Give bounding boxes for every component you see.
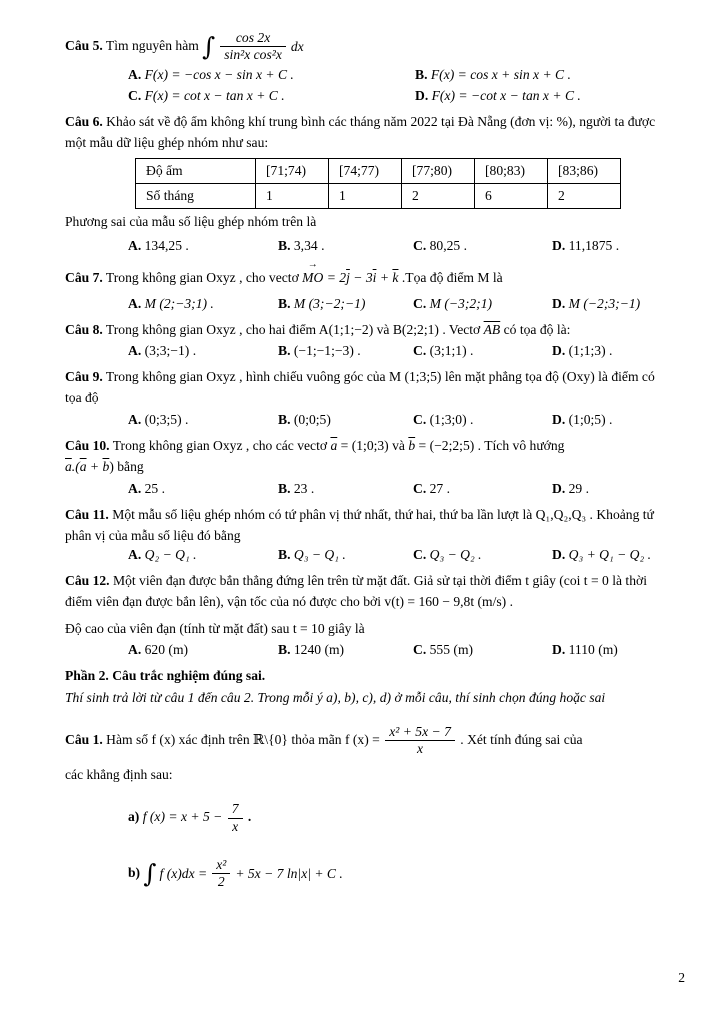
question-10-text (65, 435, 663, 456)
option-letter: B. (278, 411, 291, 427)
option-letter: C. (413, 642, 427, 658)
option-letter: D. (552, 238, 566, 254)
question-10-label: Câu 10. (65, 437, 110, 453)
option-letter: A. (128, 546, 142, 562)
option-value: Q₃ − Q₁ . (293, 546, 346, 562)
dx-term: dx (290, 39, 304, 55)
vector-j: $\overline{j}$ (346, 270, 350, 286)
option-letter: A. (128, 238, 142, 254)
question-7-t6: .Tọa độ điểm M là (398, 270, 503, 286)
option-value: 1240 (m) (293, 642, 345, 658)
fraction-numerator: x² (212, 857, 230, 874)
p2q1-item-b (65, 857, 663, 891)
close-bang: ) bằng (109, 459, 144, 475)
option-value: F(x) = cos x + sin x + C . (430, 66, 571, 82)
question-12-text (65, 570, 663, 613)
question-9-label: Câu 9. (65, 368, 103, 384)
option-letter: A. (128, 642, 142, 658)
question-12-options (65, 642, 663, 658)
fraction (383, 724, 457, 758)
item-b-formula (144, 857, 343, 891)
p2q1-item-a (65, 801, 663, 835)
fraction (210, 857, 232, 891)
item-a-label: a) (128, 809, 140, 825)
question-6-tail: Phương sai của mẫu số liệu ghép nhóm trên là (65, 213, 317, 229)
question-12 (65, 570, 663, 658)
part2-question-1 (65, 724, 663, 890)
option-b (278, 238, 413, 254)
vector-AB: $\overline{AB}$ (483, 321, 501, 337)
vector-a: $\overline{a}$ (330, 437, 338, 453)
fraction-denominator: sin²x cos²x (224, 47, 282, 63)
option-value: F(x) = −cot x − tan x + C . (431, 87, 581, 103)
option-c (413, 481, 552, 497)
fraction (218, 30, 288, 64)
option-a (128, 412, 278, 428)
option-c (128, 88, 415, 104)
fraction (226, 801, 245, 835)
option-value: (1;1;3) . (568, 342, 613, 358)
dot-open: .( (71, 459, 80, 475)
option-value: (3;3;−1) . (144, 342, 197, 358)
option-c (413, 642, 552, 658)
option-b (415, 67, 663, 83)
question-12-text2: Độ cao của viên đạn (tính từ mặt đất) sau t = 10 giây là (65, 620, 365, 636)
table-cell: 1 (256, 183, 329, 208)
question-11-options (65, 547, 663, 563)
frequency-table (135, 158, 621, 209)
option-value: M (−2;3;−1) (568, 295, 641, 311)
question-7-t4: − 3 (349, 270, 373, 286)
p2q1-t1: Hàm số f (x) xác định trên ℝ\{0} thỏa mãn f (x) = (102, 732, 384, 748)
question-12-body: Một viên đạn được bắn thẳng đứng lên trên từ mặt đất. Giả sử tại thời điểm t giây (coi t = 0 là thời điểm viên đạn được bắn lên), vận tốc của nó được cho bởi v(t) = 160 − 9,8t (m/s) . (65, 572, 647, 610)
option-letter: D. (552, 546, 566, 562)
question-9 (65, 366, 663, 428)
option-c (413, 296, 552, 312)
question-5-label: Câu 5. (65, 37, 103, 53)
question-9-options (65, 412, 663, 428)
option-letter: A. (128, 295, 142, 311)
question-6-options (65, 238, 663, 254)
question-5-intro: Tìm nguyên hàm (102, 37, 203, 53)
vector-b: $\overline{b}$ (102, 459, 110, 475)
question-6 (65, 111, 663, 254)
p2q1-t2: . Xét tính đúng sai của (456, 732, 583, 748)
option-c (413, 412, 552, 428)
vector-a: $\overline{a}$ (79, 459, 87, 475)
question-5-options (65, 67, 663, 104)
question-8-label: Câu 8. (65, 321, 103, 337)
option-letter: C. (413, 411, 427, 427)
option-b (278, 296, 413, 312)
question-8 (65, 319, 663, 359)
question-5-line (65, 30, 663, 64)
option-letter: D. (415, 87, 429, 103)
option-letter: D. (552, 295, 566, 311)
question-12-label: Câu 12. (65, 572, 110, 588)
vector-b: $\overline{b}$ (408, 437, 416, 453)
option-b (278, 412, 413, 428)
question-7-t1: Trong không gian Oxyz , cho vectơ (102, 270, 303, 286)
part-2-section (65, 665, 663, 708)
question-7-options (65, 296, 663, 312)
table-cell: 6 (475, 183, 548, 208)
option-value: M (2;−3;1) . (144, 295, 214, 311)
option-value: 23 . (293, 480, 315, 496)
option-value: F(x) = cot x − tan x + C . (144, 87, 285, 103)
option-value: 11,1875 . (568, 238, 620, 254)
question-8-options (65, 343, 663, 359)
option-value: (0;0;5) (293, 411, 331, 427)
question-10-options (65, 481, 663, 497)
option-d (552, 238, 663, 254)
option-value: 1110 (m) (568, 642, 618, 658)
question-8-t2: có tọa độ là: (500, 321, 571, 337)
table-row (136, 158, 621, 183)
question-10-expression (65, 456, 663, 477)
question-8-text (65, 319, 663, 340)
option-d (552, 343, 663, 359)
question-7 (65, 261, 663, 311)
option-value: Q₂ − Q₁ . (144, 546, 197, 562)
question-7-t5: + (376, 270, 393, 286)
option-letter: B. (278, 342, 291, 358)
option-letter: C. (413, 342, 427, 358)
option-d (552, 296, 663, 312)
option-d (552, 547, 663, 563)
p2q1-t3: các khẳng định sau: (65, 766, 173, 782)
question-6-text (65, 111, 663, 154)
option-value: 134,25 . (144, 238, 189, 254)
option-letter: B. (278, 295, 291, 311)
option-b (278, 642, 413, 658)
question-11 (65, 504, 663, 563)
question-6-body: Khảo sát về độ ẩm không khí trung bình các tháng năm 2022 tại Đà Nẵng (đơn vị: %), người ta được một mẫu dữ liệu ghép nhóm như sau: (65, 113, 656, 151)
option-value: 620 (m) (144, 642, 189, 658)
item-a-formula: f (x) = x + 5 − (139, 809, 226, 825)
question-7-t3: = 2 (323, 270, 347, 286)
option-value: (3;1;1) . (429, 342, 474, 358)
option-letter: A. (128, 411, 142, 427)
vector-i: $\overline{i}$ (372, 270, 377, 286)
option-value: 555 (m) (429, 642, 474, 658)
fraction-numerator: cos 2x (220, 30, 286, 47)
option-value: M (3;−2;−1) (293, 295, 366, 311)
option-d (552, 642, 663, 658)
question-11-label: Câu 11. (65, 506, 109, 522)
option-letter: B. (278, 642, 291, 658)
option-value: (0;3;5) . (144, 411, 189, 427)
option-a (128, 296, 278, 312)
table-cell: [77;80) (402, 158, 475, 183)
option-letter: D. (552, 411, 566, 427)
option-value: 80,25 . (429, 238, 468, 254)
option-a (128, 238, 278, 254)
page-content (65, 30, 663, 890)
option-b (278, 547, 413, 563)
option-letter: C. (413, 295, 427, 311)
option-d (415, 88, 663, 104)
fraction-denominator: x (232, 818, 239, 834)
table-cell: [80;83) (475, 158, 548, 183)
option-value: 27 . (429, 480, 451, 496)
p2q1-label: Câu 1. (65, 732, 103, 748)
integral-expression (202, 30, 303, 64)
part-2-title: Phần 2. Câu trắc nghiệm đúng sai. (65, 668, 266, 684)
question-7-text (65, 261, 663, 288)
option-c (413, 343, 552, 359)
option-letter: D. (552, 342, 566, 358)
option-a (128, 343, 278, 359)
question-11-text (65, 504, 663, 547)
table-cell: 2 (548, 183, 621, 208)
option-value: F(x) = −cos x − sin x + C . (144, 66, 294, 82)
option-value: (−1;−1;−3) . (293, 342, 361, 358)
question-10-t1: Trong không gian Oxyz , cho các vectơ (109, 437, 331, 453)
fraction-numerator: x² + 5x − 7 (385, 724, 455, 741)
option-c (413, 547, 552, 563)
question-9-text (65, 366, 663, 409)
question-11-body: Một mẫu số liệu ghép nhóm có tứ phân vị thứ nhất, thứ hai, thứ ba lần lượt là Q₁,Q₂,Q₃ . Khoảng tứ phân vị của mẫu số liệu đó bằng (65, 506, 654, 544)
option-value: M (−3;2;1) (429, 295, 493, 311)
option-d (552, 412, 663, 428)
integral-icon: ∫ (202, 32, 216, 62)
question-10-t2: = (1;0;3) và (337, 437, 409, 453)
plus: + (86, 459, 103, 475)
option-letter: B. (415, 66, 428, 82)
option-value: 3,34 . (293, 238, 325, 254)
option-value: (1;0;5) . (568, 411, 613, 427)
vector-MO: MO → (302, 267, 323, 288)
option-value: 29 . (568, 480, 590, 496)
option-a (128, 642, 278, 658)
option-value: Q₃ − Q₂ . (429, 546, 482, 562)
fraction-numerator: 7 (228, 801, 243, 818)
option-letter: A. (128, 480, 142, 496)
table-cell: [71;74) (256, 158, 329, 183)
question-7-label: Câu 7. (65, 270, 103, 286)
page-number: 2 (678, 970, 685, 985)
table-cell: 1 (329, 183, 402, 208)
question-10-t3: = (−2;2;5) . Tích vô hướng (415, 437, 565, 453)
question-10 (65, 435, 663, 497)
option-a (128, 67, 415, 83)
option-b (278, 481, 413, 497)
option-b (278, 343, 413, 359)
question-9-body: Trong không gian Oxyz , hình chiếu vuông góc của M (1;3;5) lên mặt phẳng tọa độ (Oxy) là điểm có tọa độ (65, 368, 655, 406)
option-value: Q₃ + Q₁ − Q₂ . (568, 546, 651, 562)
integral-icon: ∫ (143, 859, 157, 889)
option-letter: A. (128, 342, 142, 358)
table-cell: 2 (402, 183, 475, 208)
vector-a: $\overline{a}$ (65, 459, 72, 475)
table-row (136, 183, 621, 208)
option-letter: D. (552, 642, 566, 658)
option-letter: D. (552, 480, 566, 496)
option-letter: C. (413, 238, 427, 254)
option-letter: C. (413, 546, 427, 562)
item-b-f2: + 5x − 7 ln|x| + C . (235, 865, 343, 881)
option-letter: B. (278, 480, 291, 496)
option-d (552, 481, 663, 497)
option-value: 25 . (144, 480, 166, 496)
item-a-period: . (244, 809, 252, 825)
part-2-note: Thí sinh trả lời từ câu 1 đến câu 2. Trong mỗi ý a), b), c), d) ở mỗi câu, thí sinh chọn đúng hoặc sai (65, 689, 606, 705)
fraction-denominator: 2 (217, 874, 225, 890)
option-letter: C. (413, 480, 427, 496)
option-a (128, 481, 278, 497)
table-cell: Độ ẩm (136, 158, 256, 183)
question-8-t1: Trong không gian Oxyz , cho hai điểm A(1;1;−2) và B(2;2;1) . Vectơ (102, 321, 484, 337)
question-6-label: Câu 6. (65, 113, 103, 129)
option-letter: C. (128, 87, 142, 103)
table-cell: [83;86) (548, 158, 621, 183)
option-value: (1;3;0) . (429, 411, 474, 427)
table-cell: Số tháng (136, 183, 256, 208)
option-letter: B. (278, 546, 291, 562)
p2q1-text (65, 724, 663, 758)
option-a (128, 547, 278, 563)
vector-k: $\overline{k}$ (392, 270, 399, 286)
item-b-f1: f (x)dx = (159, 865, 208, 881)
item-b-label: b) (128, 864, 141, 880)
option-letter: B. (278, 238, 291, 254)
fraction-denominator: x (417, 741, 424, 757)
option-letter: A. (128, 66, 142, 82)
question-5 (65, 30, 663, 104)
table-cell: [74;77) (329, 158, 402, 183)
option-c (413, 238, 552, 254)
